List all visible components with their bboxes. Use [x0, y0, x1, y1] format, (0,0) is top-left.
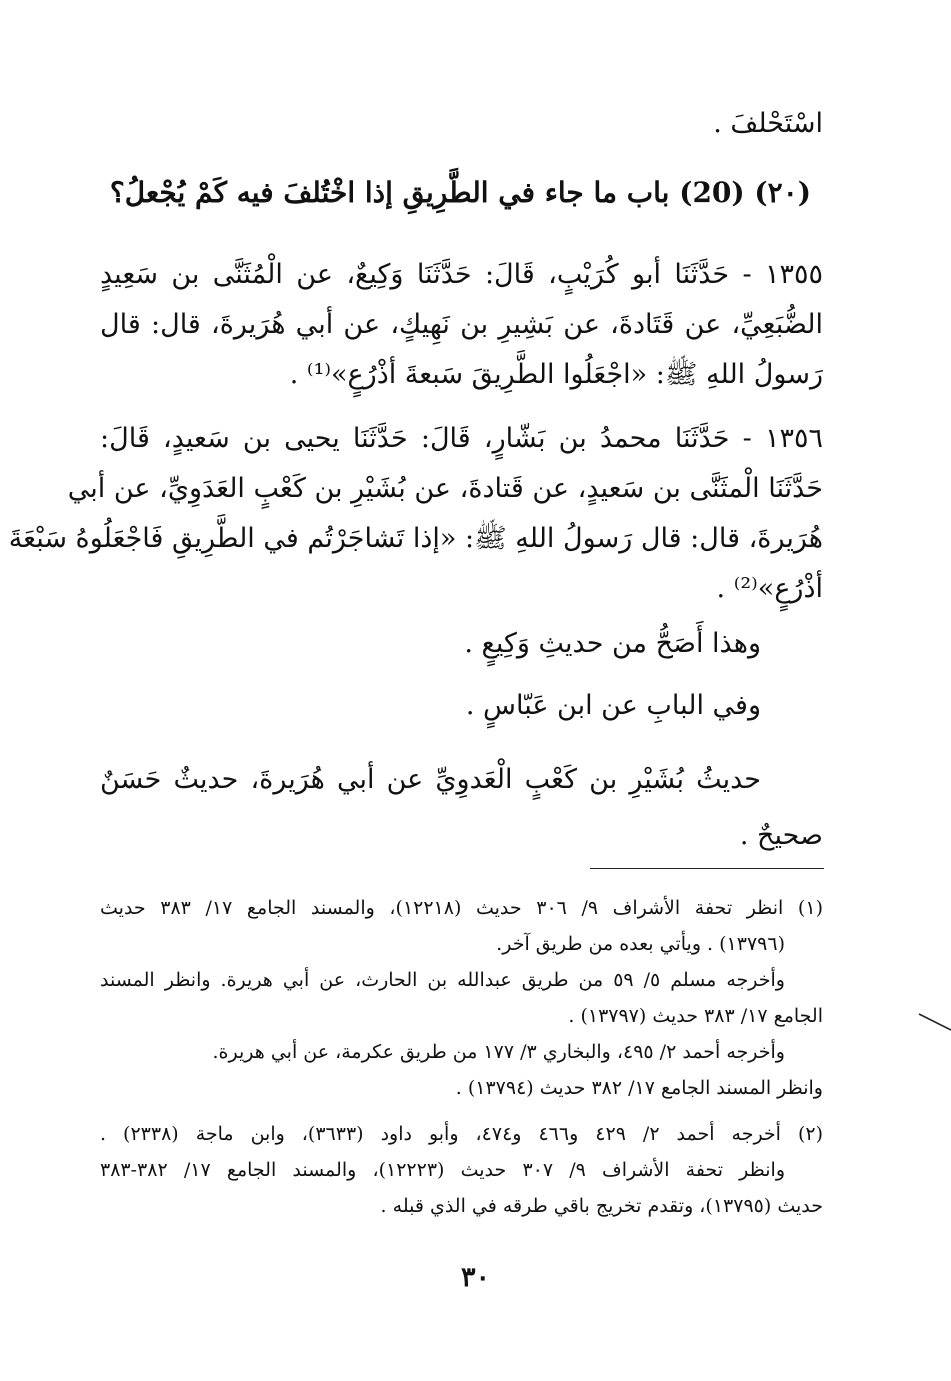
page-number: ٣٠ — [460, 1262, 490, 1293]
footnote-line: حديث (١٣٧٩٥)، وتقدم تخريج باقي طرقه في الذي قبله . — [380, 1195, 823, 1217]
note-sahih-text: وهذا أَصَحُّ من حديثِ وَكِيعٍ . — [464, 628, 761, 659]
footnote-divider — [590, 868, 824, 869]
verdict — [100, 752, 823, 864]
footnote-line: (١٣٧٩٦) . ويأتي بعده من طريق آخر. — [496, 933, 785, 955]
footnote-line: وانظر تحفة الأشراف ٩/ ٣٠٧ حديث (١٢٢٢٣)، والمسند الجامع ١٧/ ٣٨٢-٣٨٣ — [100, 1159, 785, 1181]
footnote-line: (١) انظر تحفة الأشراف ٩/ ٣٠٦ حديث (١٢٢١٨)، والمسند الجامع ١٧/ ٣٨٣ حديث — [100, 897, 823, 919]
note-bab-text: وفي البابِ عن ابن عَبّاسٍ . — [465, 690, 761, 721]
hadith-1355 — [100, 250, 823, 400]
hadith-1355-line: الضُّبَعِيِّ، عن قَتَادةَ، عن بَشِيرِ بن نَهِيكٍ، عن أبي هُرَيرةَ، قال: قال — [100, 309, 823, 340]
hadith-1355-line: رَسولُ اللهِ ﷺ: «اجْعَلُوا الطَّرِيقَ سَبعةَ أذْرُعٍ»⁽¹⁾ . — [289, 359, 823, 390]
note-bab — [100, 690, 761, 721]
hadith-1356-line: ١٣٥٦ - حَدَّثَنَا محمدُ بن بَشّارٍ، قَالَ: حَدَّثَنَا يحيى بن سَعيدٍ، قَالَ: — [100, 423, 823, 454]
footnote-line: (٢) أخرجه أحمد ٢/ ٤٢٩ و٤٦٦ و٤٧٤، وأبو داود (٣٦٣٣)، وابن ماجة (٢٣٣٨) . — [100, 1123, 824, 1145]
hadith-1356 — [8, 414, 823, 614]
intro-tail-text: اسْتَحْلفَ . — [713, 108, 823, 139]
hadith-1356-line: حَدَّثَنَا الْمثَنَّى بن سَعيدٍ، عن قَتادةَ، عن بُشَيْرِ بن كَعْبٍ العَدَوِيِّ، عن أبي — [67, 473, 823, 504]
verdict-line: صحيحٌ . — [739, 820, 823, 851]
footnote-line: وأخرجه مسلم ٥/ ٥٩ من طريق عبدالله بن الحارث، عن أبي هريرة. وانظر المسند — [100, 969, 785, 991]
chapter-heading-text: (٢٠) (20) باب ما جاء في الطَّرِيقِ إذا اخْتُلفَ فيه كَمْ يُجْعلُ؟ — [109, 176, 811, 209]
margin-scan-mark — [915, 1000, 951, 1036]
footnote-line: الجامع ١٧/ ٣٨٣ حديث (١٣٧٩٧) . — [568, 1005, 823, 1027]
footnote-line: وأخرجه أحمد ٢/ ٤٩٥، والبخاري ٣/ ١٧٧ من طريق عكرمة، عن أبي هريرة. — [212, 1041, 785, 1063]
hadith-1356-line: هُرَيرةَ، قال: قال رَسولُ اللهِ ﷺ: «إذا تَشاجَرْتُم في الطَّرِيقِ فَاجْعَلُوهُ سَبْعَةَ — [8, 523, 823, 554]
footnote-1 — [100, 890, 823, 1106]
footnote-2 — [100, 1116, 823, 1224]
intro-tail — [100, 108, 823, 139]
verdict-line: حديثُ بُشَيْرِ بن كَعْبٍ الْعَدوِيِّ عن أبي هُرَيرةَ، حديثٌ حَسَنٌ — [100, 764, 761, 795]
hadith-1356-line: أذْرُعٍ»⁽²⁾ . — [716, 573, 823, 604]
note-sahih — [100, 628, 761, 659]
hadith-1355-line: ١٣٥٥ - حَدَّثَنَا أبو كُرَيْبٍ، قَالَ: حَدَّثَنَا وَكِيعٌ، عن الْمُثَنَّى بن سَعِيدٍ — [100, 259, 823, 290]
chapter-heading — [100, 176, 811, 209]
footnote-line: وانظر المسند الجامع ١٧/ ٣٨٢ حديث (١٣٧٩٤) . — [455, 1077, 823, 1099]
